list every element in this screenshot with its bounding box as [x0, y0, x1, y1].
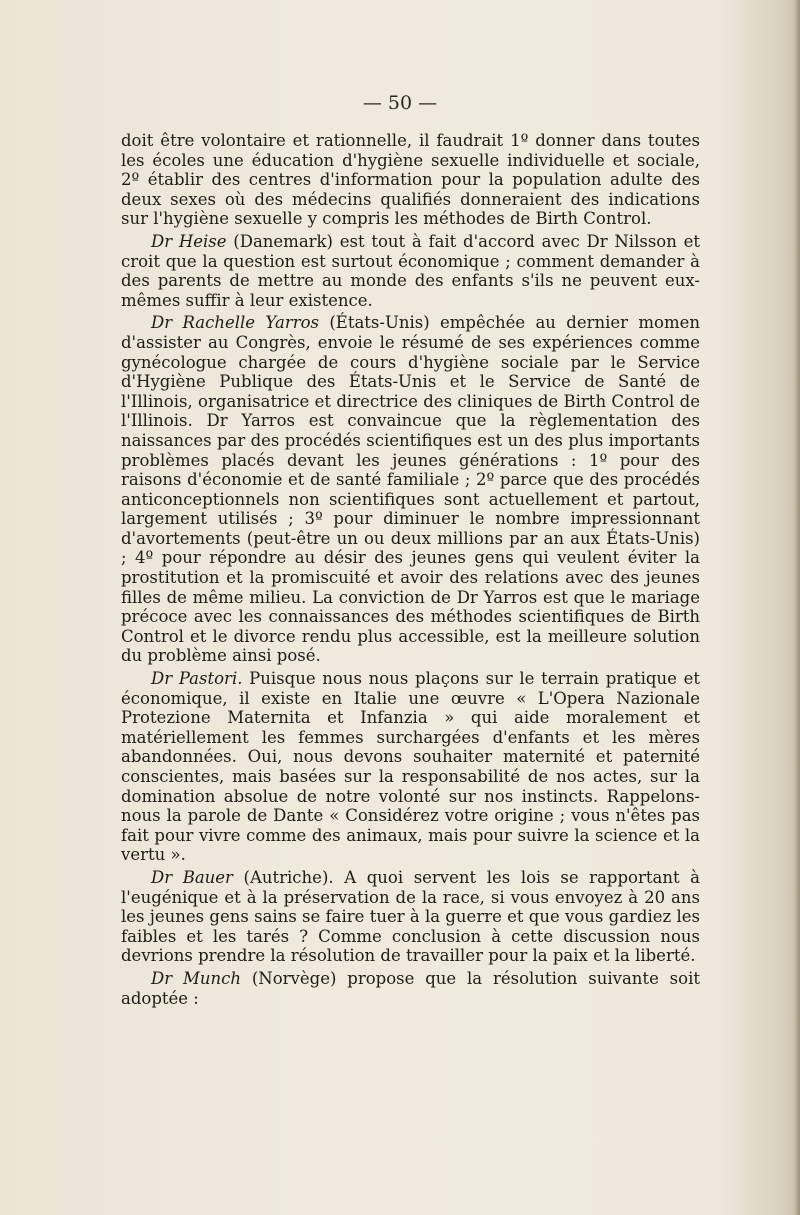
paragraph [121, 868, 700, 966]
paragraph [121, 131, 700, 229]
paragraph-text: (États-Unis) empêchée au dernier momen d'assister au Congrès, envoie le résumé de ses expériences comme gynécologue chargée de cours d'hygiène sociale par le Service d'Hygiène Publique des États-Unis et le Service de Santé de l'Illinois, organisatrice et directrice des cliniques de Birth Control de l'Illinois. Dr Yarros est convaincue que la règlementation des naissances par des procédés scientifiques est un des plus importants problèmes placés devant les jeunes générations : 1º pour des raisons d'économie et de santé familiale ; 2º parce que des procédés anticonceptionnels non scientifiques sont actuellement et partout, largement utilisés ; 3º pour diminuer le nombre impressionnant d'avortements (peut-être un ou deux millions par an aux États-Unis) ; 4º pour répondre au désir des jeunes gens qui veulent éviter la prostitution et la promiscuité et avoir des relations avec des jeunes filles de même milieu. La conviction de Dr Yarros est que le mariage précoce avec les connaissances des méthodes scientifiques de Birth Control et le divorce rendu plus accessible, est la meilleure solution du problème ainsi posé. [121, 313, 700, 666]
speaker-name: Dr Bauer [151, 867, 233, 887]
page-edge-shadow [794, 0, 800, 1215]
paragraph-text: Puisque nous nous plaçons sur le terrain pratique et économique, il existe en Italie une œuvre « L'Opera Nazionale Protezione Maternita et Infanzia » qui aide moralement et matériellement les femmes surchargées d'enfants et les mères abandonnées. Oui, nous devons souhaiter maternité et paternité conscientes, mais basées sur la responsabilité de nos actes, sur la domination absolue de notre volonté sur nos instincts. Rappelons-nous la parole de Dante « Considérez votre origine ; vous n'êtes pas fait pour vivre comme des animaux, mais pour suivre la science et la vertu ». [121, 669, 700, 865]
speaker-name: Dr Heise [151, 231, 227, 251]
speaker-name: Dr Pastori. [151, 669, 243, 689]
paragraph-text: doit être volontaire et rationnelle, il faudrait 1º donner dans toutes les écoles une éducation d'hygiène sexuelle individuelle et sociale, 2º établir des centres d'information pour la population adulte des deux sexes où des médecins qualifiés donneraient des indications sur l'hygiène sexuelle y compris les méthodes de Birth Control. [121, 131, 700, 229]
paragraph [121, 969, 700, 1008]
paragraph-text: (Autriche). A quoi servent les lois se rapportant à l'eugénique et à la préservation de la race, si vous envoyez à 20 ans les jeunes gens sains se faire tuer à la guerre et que vous gardiez les faibles et les tarés ? Comme conclusion à cette discussion nous devrions prendre la résolution de travailler pour la paix et la liberté. [121, 867, 700, 966]
speaker-name: Dr Munch [151, 968, 241, 988]
paragraph [121, 313, 700, 666]
paragraph-text: (Danemark) est tout à fait d'accord avec Dr Nilsson et croit que la question est surtout économique ; comment demander à des parents de mettre au monde des enfants s'ils ne peuvent eux-mêmes suffir à leur existence. [121, 231, 700, 310]
paragraph [121, 669, 700, 865]
page-number: — 50 — [362, 92, 438, 114]
paragraph-text: (Norvège) propose que la résolution suivante soit adoptée : [121, 968, 700, 1008]
paragraph [121, 232, 700, 310]
speaker-name: Dr Rachelle Yarros [151, 313, 319, 333]
body-text [121, 131, 700, 1011]
